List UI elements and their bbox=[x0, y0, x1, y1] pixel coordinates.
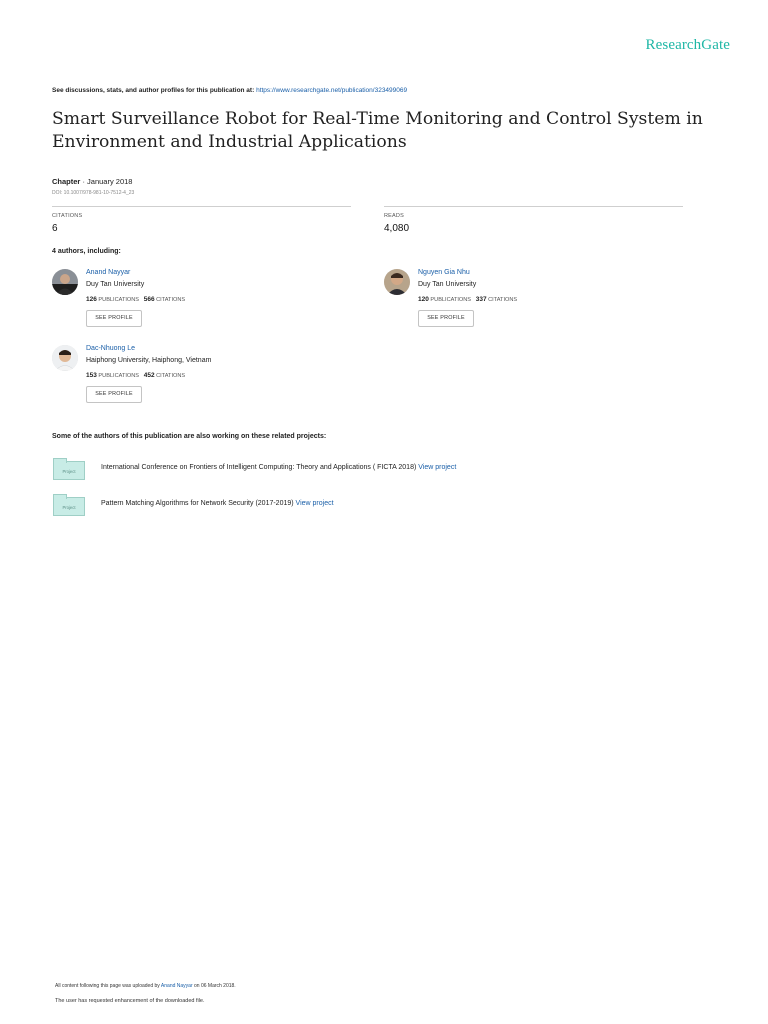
project-folder-icon: Project bbox=[53, 461, 85, 480]
author-institution: Duy Tan University bbox=[86, 281, 145, 288]
see-profile-button[interactable]: SEE PROFILE bbox=[418, 310, 474, 327]
author-citations-label: CITATIONS bbox=[156, 297, 186, 303]
reads-divider bbox=[384, 206, 683, 207]
author-stats bbox=[418, 296, 517, 303]
enhancement-note: The user has requested enhancement of the downloaded file. bbox=[55, 998, 205, 1004]
citations-label: CITATIONS bbox=[52, 213, 83, 219]
project-item bbox=[101, 464, 456, 471]
author-citations-count: 566 bbox=[143, 296, 155, 303]
author-stats bbox=[86, 296, 185, 303]
researchgate-logo[interactable]: ResearchGate bbox=[645, 37, 730, 53]
author-institution: Duy Tan University bbox=[418, 281, 477, 288]
upload-prefix: All content following this page was uploaded by bbox=[55, 983, 160, 989]
author-citations-label: CITATIONS bbox=[488, 297, 518, 303]
view-project-link[interactable]: View project bbox=[418, 464, 457, 471]
author-publications-label: PUBLICATIONS bbox=[98, 373, 140, 379]
author-publications-count: 126 bbox=[86, 296, 97, 303]
author-publications-count: 120 bbox=[418, 296, 429, 303]
author-photo-icon bbox=[52, 269, 78, 295]
project-folder-icon: Project bbox=[53, 497, 85, 516]
publication-meta bbox=[52, 177, 132, 186]
author-publications-label: PUBLICATIONS bbox=[98, 297, 140, 303]
discussion-text: See discussions, stats, and author profiles for this publication at: bbox=[52, 87, 255, 94]
uploader-link[interactable]: Anand Nayyar bbox=[160, 983, 193, 989]
author-stats bbox=[86, 372, 185, 379]
reads-label: READS bbox=[384, 213, 404, 219]
author-card bbox=[52, 345, 352, 405]
citations-value: 6 bbox=[52, 223, 58, 234]
author-institution: Haiphong University, Haiphong, Vietnam bbox=[86, 357, 212, 364]
upload-suffix: on 06 March 2018. bbox=[194, 983, 236, 989]
author-photo-icon bbox=[52, 345, 78, 371]
publication-type: Chapter bbox=[52, 177, 81, 186]
author-publications-count: 153 bbox=[86, 372, 97, 379]
author-citations-label: CITATIONS bbox=[156, 373, 186, 379]
upload-note bbox=[55, 983, 236, 989]
view-project-link[interactable]: View project bbox=[295, 500, 334, 507]
author-name-link[interactable]: Dac-Nhuong Le bbox=[86, 345, 136, 352]
project-item bbox=[101, 500, 334, 507]
project-title: International Conference on Frontiers of Intelligent Computing: Theory and Applications ( FICTA 2018) bbox=[101, 464, 417, 471]
author-photo-icon bbox=[384, 269, 410, 295]
avatar[interactable] bbox=[384, 269, 410, 295]
author-name-link[interactable]: Anand Nayyar bbox=[86, 269, 131, 276]
meta-separator: · bbox=[82, 177, 88, 186]
avatar[interactable] bbox=[52, 345, 78, 371]
publication-title: Smart Surveillance Robot for Real-Time Monitoring and Control System in Environment and Industrial Applications bbox=[52, 109, 703, 152]
discussion-line bbox=[52, 87, 407, 94]
publication-doi: DOI: 10.1007/978-981-10-7512-4_23 bbox=[52, 190, 135, 196]
reads-value: 4,080 bbox=[384, 223, 410, 234]
author-name-link[interactable]: Nguyen Gia Nhu bbox=[418, 269, 470, 276]
see-profile-button[interactable]: SEE PROFILE bbox=[86, 386, 142, 403]
citations-divider bbox=[52, 206, 351, 207]
projects-heading: Some of the authors of this publication are also working on these related projects: bbox=[52, 433, 327, 440]
avatar[interactable] bbox=[52, 269, 78, 295]
publication-url-link[interactable]: https://www.researchgate.net/publication/323499069 bbox=[256, 87, 408, 94]
author-citations-count: 337 bbox=[475, 296, 487, 303]
author-publications-label: PUBLICATIONS bbox=[430, 297, 472, 303]
project-title: Pattern Matching Algorithms for Network Security (2017-2019) bbox=[101, 500, 294, 507]
author-card bbox=[52, 269, 352, 329]
see-profile-button[interactable]: SEE PROFILE bbox=[86, 310, 142, 327]
publication-date: January 2018 bbox=[87, 177, 133, 186]
author-citations-count: 452 bbox=[143, 372, 155, 379]
authors-heading: 4 authors, including: bbox=[52, 248, 121, 255]
author-card bbox=[384, 269, 684, 329]
